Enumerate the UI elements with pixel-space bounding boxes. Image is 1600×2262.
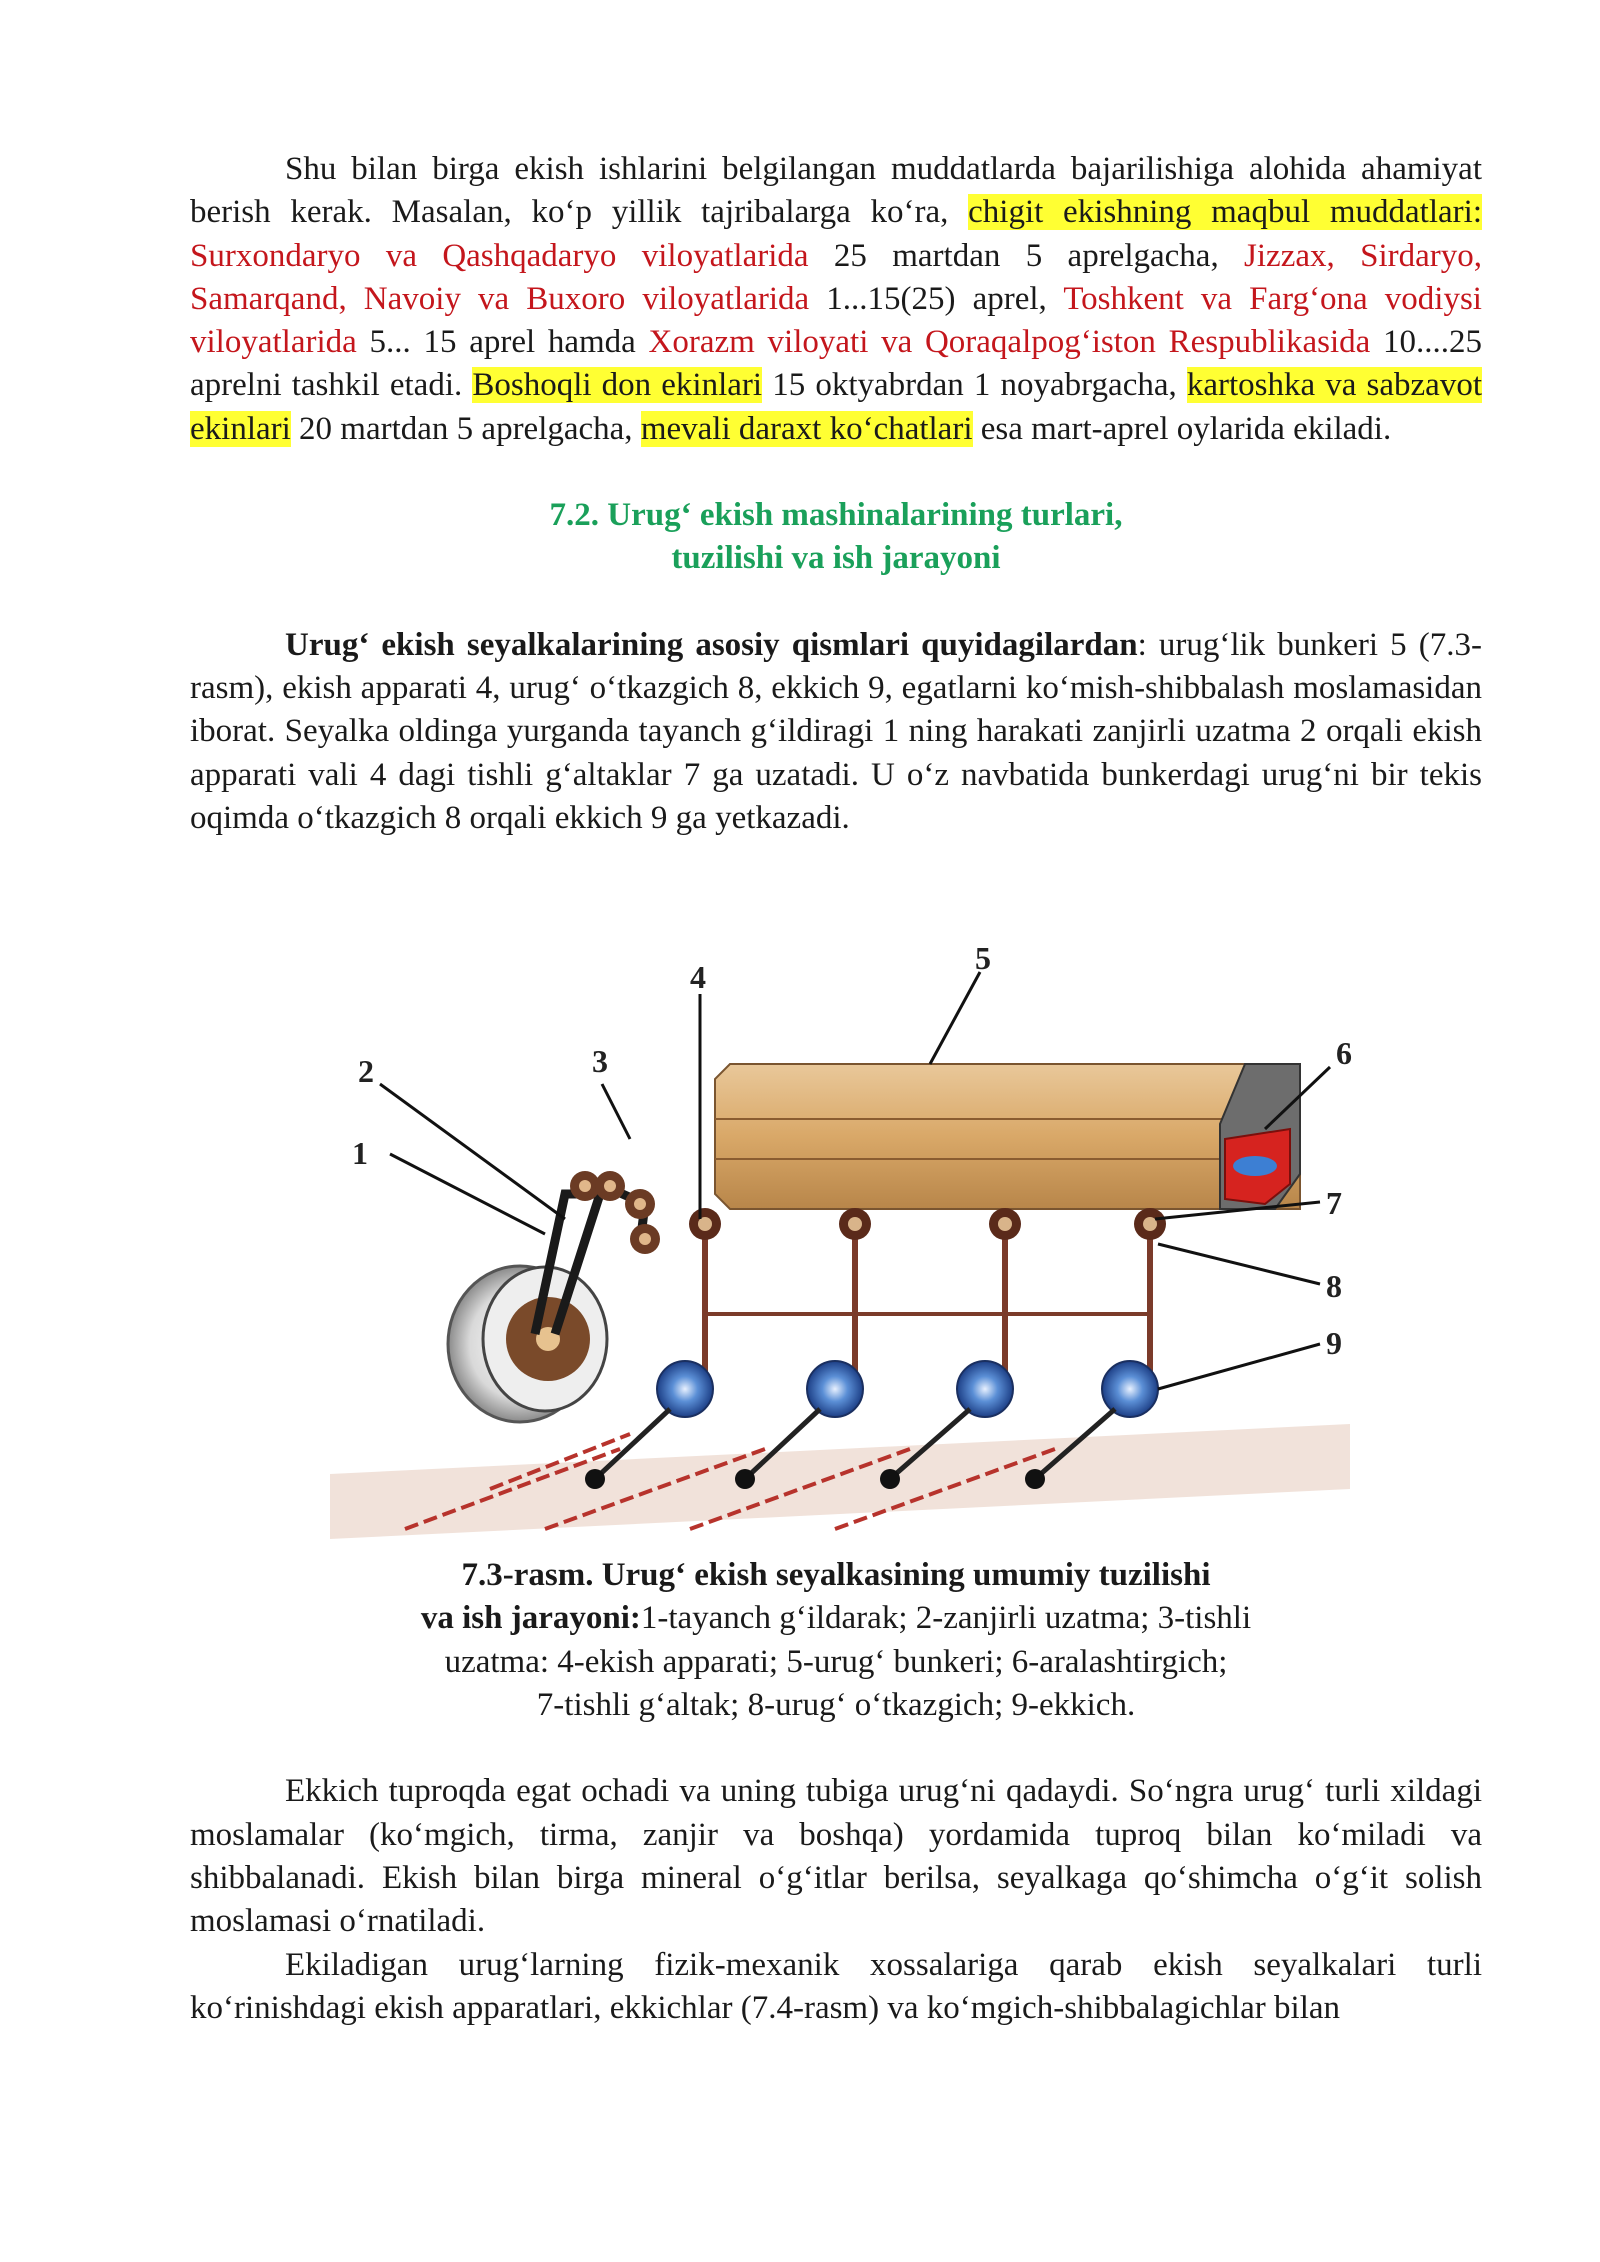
callout-6: 6 bbox=[1336, 1035, 1352, 1072]
highlight-fruit-trees: mevali daraxt ko‘chatlari bbox=[640, 410, 973, 447]
figure-caption bbox=[190, 1554, 1482, 1727]
text-span: 5... 15 aprel hamda bbox=[356, 324, 649, 361]
document-page bbox=[190, 148, 1482, 2030]
callout-3: 3 bbox=[592, 1043, 608, 1080]
seed-hopper bbox=[715, 1064, 1300, 1209]
caption-subtitle: va ish jarayoni: bbox=[420, 1600, 641, 1637]
paragraph-sowing-dates bbox=[190, 148, 1482, 451]
bold-lead: Urug‘ ekish seyalkalarining asosiy qismlari quyidagilardan bbox=[285, 626, 1138, 663]
region-xorazm: Xorazm viloyati va Qoraqalpog‘iston Respublikasida bbox=[648, 324, 1371, 361]
ground-shape bbox=[330, 1424, 1350, 1539]
text-span: 15 oktyabrdan 1 noyabrgacha, bbox=[762, 367, 1187, 404]
region-surxondaryo: Surxondaryo va Qashqadaryo viloyatlarida bbox=[190, 237, 809, 274]
callout-2: 2 bbox=[358, 1053, 374, 1090]
caption-line-3: uzatma: 4-ekish apparati; 5-urug‘ bunkeri; 6-aralashtirgich; bbox=[444, 1643, 1228, 1680]
region-jizzax: Jizzax, Sirdaryo, Samarqand, Navoiy va Buxoro viloyatlarida bbox=[190, 237, 1482, 317]
paragraph-seeder-types: Ekiladigan urug‘larning fizik-mexanik xossalariga qarab ekish seyalkalari turli ko‘rinishdagi ekish apparatlari, ekkichlar (7.4-rasm) va ko‘mgich-shibbalagichlar bilan bbox=[190, 1946, 1482, 2026]
text-span: : urug‘lik bunkeri 5 (7.3-rasm), ekish apparati 4, urug‘ o‘tkazgich 8, ekkich 9, egatlarni ko‘mish-shibbalash moslamasidan iborat. Seyalka oldinga yurganda tayanch g‘ildiragi 1 ning harakati zanjirli uzatma 2 orqali ekish apparati vali 4 dagi tishli g‘altaklar 7 ga uzatadi. U o‘z navbatida bunkerdagi urug‘ni bir tekis oqimda o‘tkazgich 8 orqali ekkich 9 ga yetkazadi. bbox=[190, 626, 1482, 836]
seed-tubes bbox=[705, 1224, 1150, 1374]
callout-7: 7 bbox=[1326, 1185, 1342, 1222]
text-span: esa mart-aprel oylarida ekiladi. bbox=[972, 410, 1392, 447]
text-span: 10....25 aprelni tashkil etadi. bbox=[190, 324, 1482, 404]
highlight-cotton-dates: chigit ekishning maqbul muddatlari: bbox=[968, 194, 1482, 231]
caption-line-4: 7-tishli g‘altak; 8-urug‘ o‘tkazgich; 9-ekkich. bbox=[536, 1687, 1136, 1724]
callout-4: 4 bbox=[690, 959, 706, 996]
sprockets bbox=[689, 1208, 1166, 1240]
text-span: 25 martdan 5 aprelgacha, bbox=[808, 237, 1245, 274]
seeder-diagram bbox=[190, 864, 1482, 1544]
text-span: 20 martdan 5 aprelgacha, bbox=[290, 410, 641, 447]
support-wheel bbox=[448, 1266, 607, 1422]
text-span: 1...15(25) aprel, bbox=[809, 280, 1064, 317]
region-toshkent: Toshkent va Farg‘ona vodiysi viloyatlarida bbox=[190, 280, 1482, 361]
heading-line-2: tuzilishi va ish jarayoni bbox=[671, 540, 1001, 577]
highlight-grain: Boshoqli don ekinlari bbox=[472, 367, 763, 404]
figure-seeder bbox=[190, 864, 1482, 1544]
paragraph-seeder-parts bbox=[190, 624, 1482, 840]
heading-line-1: 7.2. Urug‘ ekish mashinalarining turlari, bbox=[549, 497, 1123, 534]
paragraph-opener-function: Ekkich tuproqda egat ochadi va uning tubiga urug‘ni qadaydi. So‘ngra urug‘ turli xildagi moslamalar (ko‘mgich, tirma, zanjir va boshqa) yordamida tuproq bilan ko‘miladi va shibbalanadi. Ekish bilan birga mineral o‘g‘itlar berilsa, seyalkaga qo‘shimcha o‘g‘it solish moslamasi o‘rnatiladi. bbox=[190, 1773, 1482, 1940]
callout-1: 1 bbox=[352, 1135, 368, 1172]
caption-title: 7.3-rasm. Urug‘ ekish seyalkasining umumiy tuzilishi bbox=[461, 1557, 1211, 1594]
callout-5: 5 bbox=[975, 940, 991, 977]
caption-line-2: 1-tayanch g‘ildarak; 2-zanjirli uzatma; 3-tishli bbox=[640, 1600, 1252, 1637]
callout-9: 9 bbox=[1326, 1325, 1342, 1362]
text-span: Shu bilan birga ekish ishlarini belgilangan muddatlarda bajarilishiga alohida ahamiyat berish kerak. Masalan, ko‘p yillik tajribalarga ko‘ra, bbox=[190, 151, 1482, 231]
callout-8: 8 bbox=[1326, 1268, 1342, 1305]
highlight-potato: kartoshka va sabzavot ekinlari bbox=[190, 367, 1482, 447]
section-heading bbox=[190, 494, 1482, 581]
